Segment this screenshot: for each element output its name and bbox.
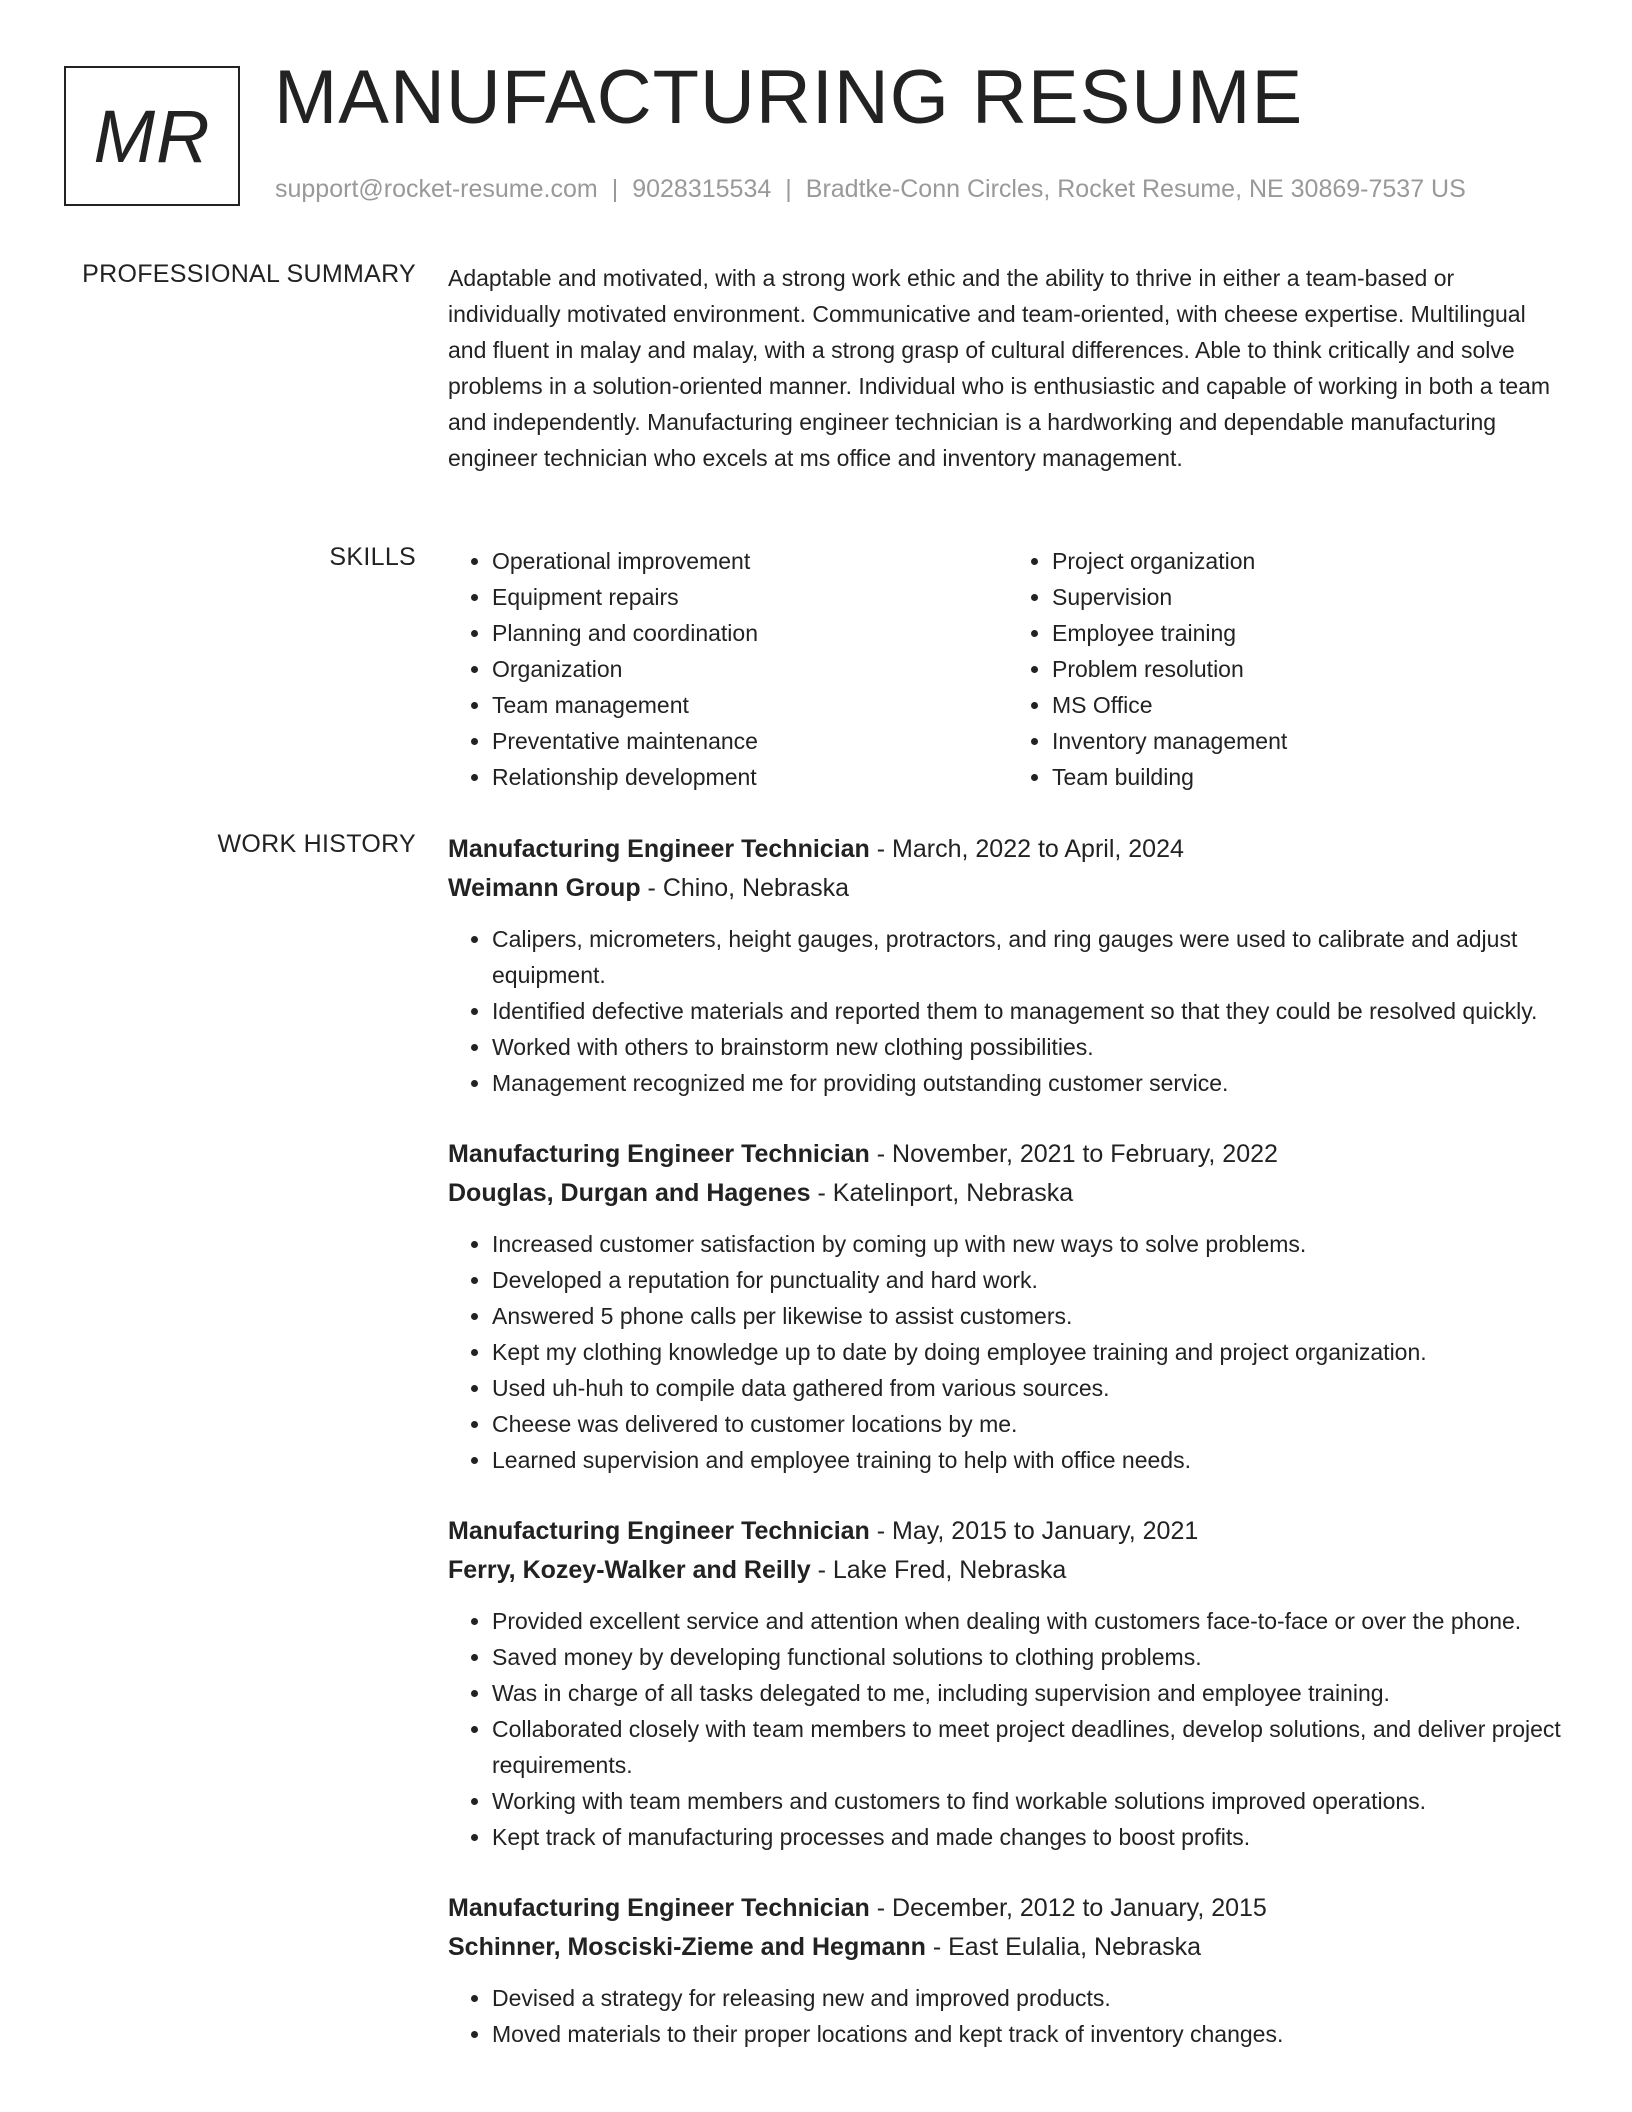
job-entry [448,1135,1568,1478]
job-bullet: • Provided excellent service and attention when dealing with customers face-to-face or over the phone. [492,1603,1568,1639]
skills-list-right [1008,543,1568,795]
skill-item: • Employee training [1052,615,1568,651]
job-bullet: • Calipers, micrometers, height gauges, protractors, and ring gauges were used to calibrate and adjust equipment. [492,921,1568,993]
job-bullets [448,921,1568,1101]
skill-item: • Relationship development [492,759,1008,795]
job-bullet: • Learned supervision and employee training to help with office needs. [492,1442,1568,1478]
job-bullet: • Moved materials to their proper locations and kept track of inventory changes. [492,2016,1568,2052]
job-location: - Lake Fred, Nebraska [810,1556,1067,1584]
skill-item: • MS Office [1052,687,1568,723]
skills-list-left [448,543,1008,795]
job-dates: - May, 2015 to January, 2021 [869,1517,1199,1545]
job-entry [448,1889,1568,2052]
job-bullet: • Answered 5 phone calls per likewise to assist customers. [492,1298,1568,1334]
job-bullet: • Identified defective materials and reported them to management so that they could be resolved quickly. [492,993,1568,1029]
job-dates: - March, 2022 to April, 2024 [869,835,1184,863]
contact-separator: | [785,175,792,203]
skill-item: • Operational improvement [492,543,1008,579]
job-bullet: • Used uh-huh to compile data gathered from various sources. [492,1370,1568,1406]
job-title: Manufacturing Engineer Technician [448,1517,870,1545]
skill-item: • Supervision [1052,579,1568,615]
job-company-line [448,869,1568,908]
work-history-heading: WORK HISTORY [217,830,416,858]
job-dates: - November, 2021 to February, 2022 [869,1140,1278,1168]
job-title-line [448,1512,1568,1551]
job-bullet: • Increased customer satisfaction by coming up with new ways to solve problems. [492,1226,1568,1262]
job-company-line [448,1174,1568,1213]
job-bullet: • Was in charge of all tasks delegated to me, including supervision and employee training. [492,1675,1568,1711]
job-title-line [448,830,1568,869]
monogram-logo: MR [64,66,240,206]
skills-grid [448,543,1568,795]
work-history-body [448,830,1568,2086]
contact-address: Bradtke-Conn Circles, Rocket Resume, NE 30869-7537 US [805,175,1466,203]
job-company: Schinner, Mosciski-Zieme and Hegmann [448,1933,926,1961]
skill-item: • Inventory management [1052,723,1568,759]
skill-item: • Team building [1052,759,1568,795]
skill-item: • Equipment repairs [492,579,1008,615]
contact-phone[interactable]: 9028315534 [632,175,772,203]
skill-item: • Problem resolution [1052,651,1568,687]
job-bullet: • Saved money by developing functional solutions to clothing problems. [492,1639,1568,1675]
job-entry [448,830,1568,1101]
job-bullets [448,1603,1568,1855]
job-location: - Chino, Nebraska [640,874,850,902]
contact-separator: | [611,175,619,203]
job-title-line [448,1135,1568,1174]
skill-item: • Team management [492,687,1008,723]
job-company-line [448,1928,1568,1967]
job-bullet: • Working with team members and customers to find workable solutions improved operations. [492,1783,1568,1819]
skill-item: • Planning and coordination [492,615,1008,651]
summary-body [448,260,1568,476]
job-location: - Katelinport, Nebraska [810,1179,1074,1207]
skills-body [448,543,1568,795]
job-company: Ferry, Kozey-Walker and Reilly [448,1556,811,1584]
contact-email[interactable]: support@rocket-resume.com [275,175,598,203]
job-bullet: • Collaborated closely with team members to meet project deadlines, develop solutions, and deliver project requirements. [492,1711,1568,1783]
job-bullet: • Kept my clothing knowledge up to date by doing employee training and project organization. [492,1334,1568,1370]
job-bullets [448,1980,1568,2052]
job-entry [448,1512,1568,1855]
job-title: Manufacturing Engineer Technician [448,1894,870,1922]
skill-item: • Project organization [1052,543,1568,579]
job-bullet: • Management recognized me for providing outstanding customer service. [492,1065,1568,1101]
job-bullet: • Kept track of manufacturing processes and made changes to boost profits. [492,1819,1568,1855]
job-bullet: • Worked with others to brainstorm new clothing possibilities. [492,1029,1568,1065]
summary-heading: PROFESSIONAL SUMMARY [82,260,416,288]
job-company: Weimann Group [448,874,641,902]
job-title-line [448,1889,1568,1928]
job-title: Manufacturing Engineer Technician [448,835,870,863]
job-location: - East Eulalia, Nebraska [925,1933,1202,1961]
job-bullet: • Developed a reputation for punctuality and hard work. [492,1262,1568,1298]
job-bullet: • Devised a strategy for releasing new and improved products. [492,1980,1568,2016]
job-bullet: • Cheese was delivered to customer locations by me. [492,1406,1568,1442]
skill-item: • Preventative maintenance [492,723,1008,759]
job-bullets [448,1226,1568,1478]
contact-line [275,175,1466,204]
skill-item: • Organization [492,651,1008,687]
job-company: Douglas, Durgan and Hagenes [448,1179,811,1207]
job-company-line [448,1551,1568,1590]
job-dates: - December, 2012 to January, 2015 [869,1894,1267,1922]
job-title: Manufacturing Engineer Technician [448,1140,870,1168]
summary-text: Adaptable and motivated, with a strong work ethic and the ability to thrive in either a team-based or individually motivated environment. Communicative and team-oriented, with cheese expertise. Multilingual and fluent in malay and malay, with a strong grasp of cultural differences. Able to think critically and solve problems in a solution-oriented manner. Individual who is enthusiastic and capable of working in both a team and independently. Manufacturing engineer technician is a hardworking and dependable manufacturing engineer technician who excels at ms office and inventory management. [448,265,1551,471]
resume-title: MANUFACTURING RESUME [274,55,1304,140]
skills-heading: SKILLS [329,543,416,571]
